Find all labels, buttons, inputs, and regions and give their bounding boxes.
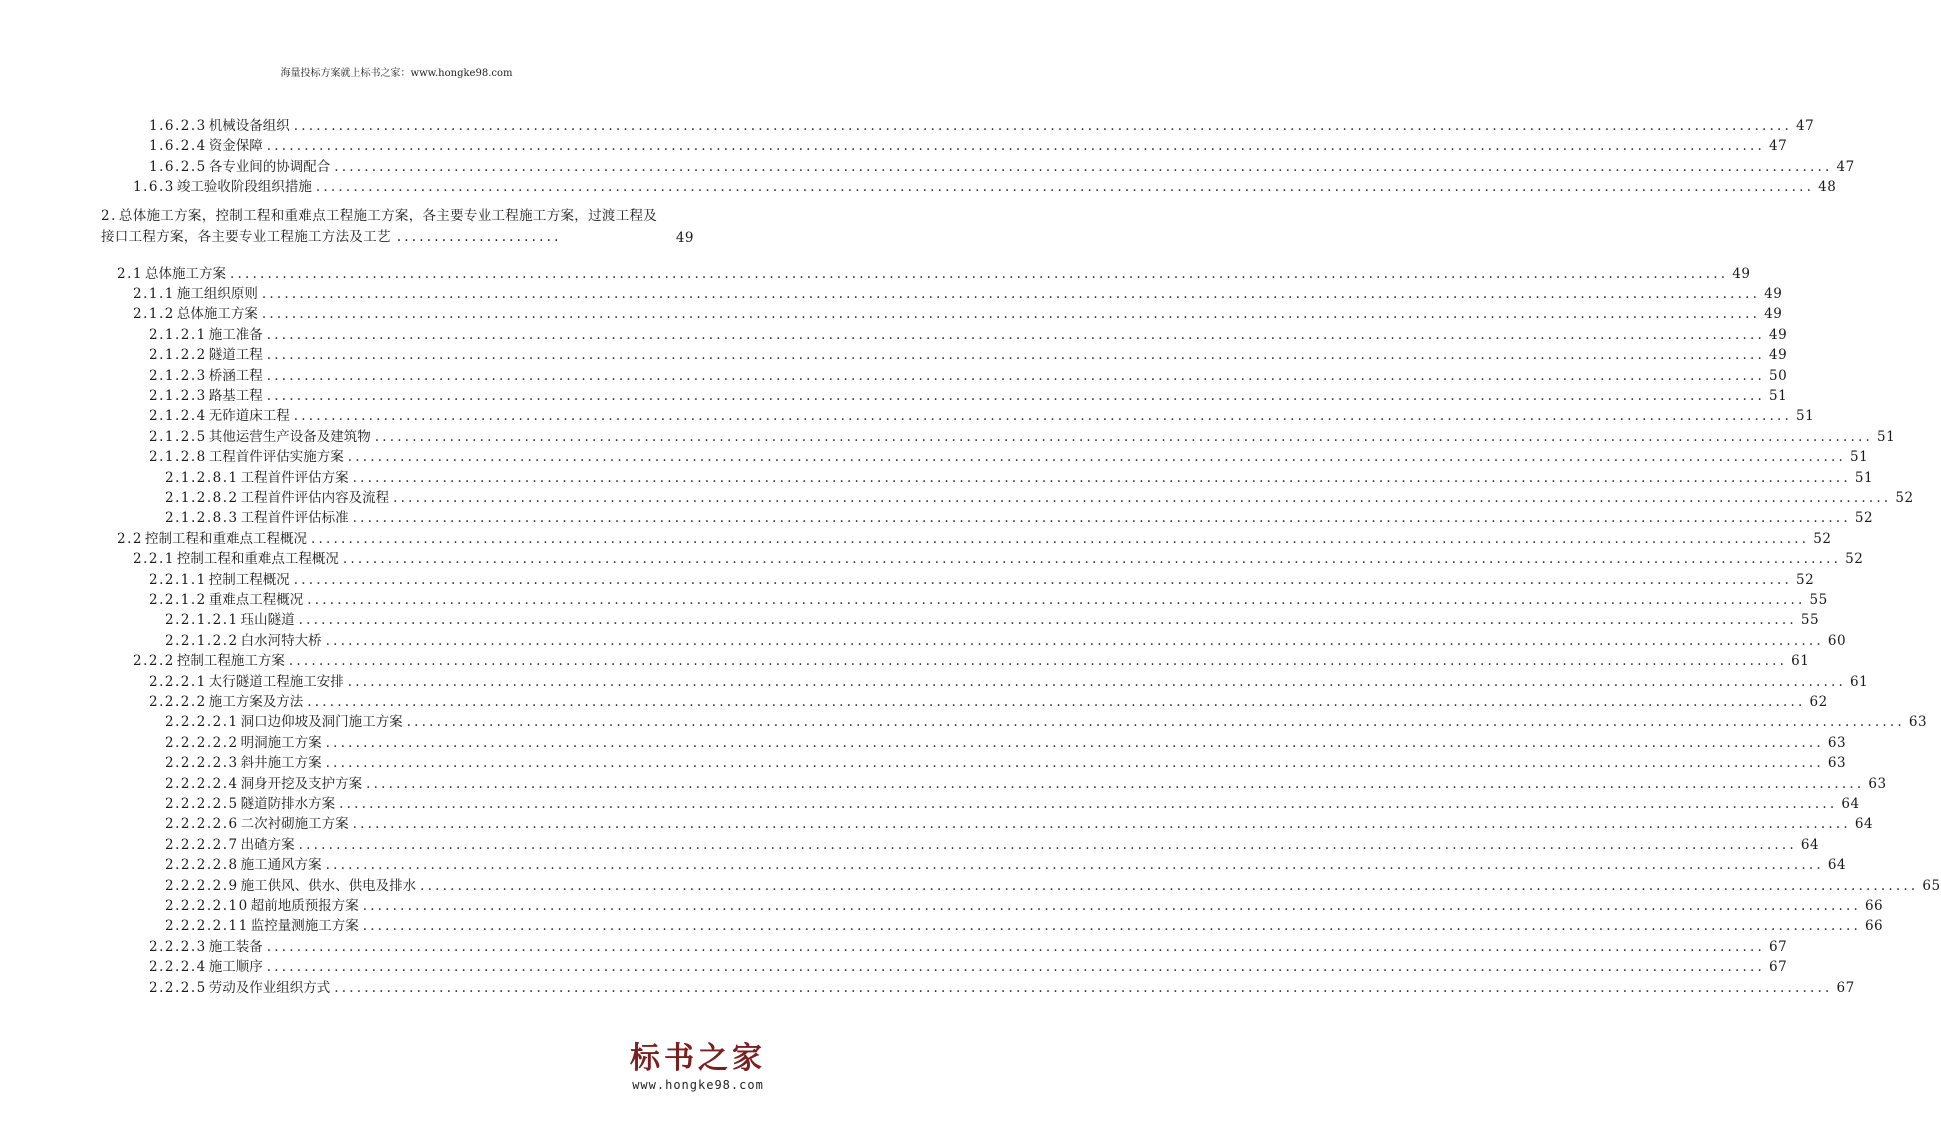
toc-entry[interactable] bbox=[165, 814, 1874, 834]
toc-number: 2.2.2.4 bbox=[149, 959, 207, 976]
toc-title: 施工通风方案 bbox=[240, 857, 322, 874]
toc-number: 2.2.2.2.5 bbox=[165, 796, 239, 812]
toc-entry[interactable] bbox=[165, 488, 1914, 508]
toc-entry[interactable] bbox=[165, 508, 1874, 528]
toc-number: 2.2.2.1 bbox=[149, 673, 207, 690]
toc-entry[interactable] bbox=[149, 406, 1815, 426]
toc-leader-dots: ........................................................................................................................................................................................................ bbox=[315, 179, 1815, 196]
toc-title: 工程首件评估内容及流程 bbox=[240, 490, 390, 506]
toc-page-number: 63 bbox=[1868, 775, 1887, 792]
toc-number: 2.1.2.2 bbox=[149, 347, 207, 364]
toc-title: 监控量测施工方案 bbox=[250, 918, 359, 935]
toc-page-number: 49 bbox=[1764, 286, 1783, 302]
toc-entry[interactable] bbox=[149, 325, 1788, 345]
toc-leader-dots: ........................................................................................................................................................................................................ bbox=[266, 388, 1765, 404]
toc-page-number: 48 bbox=[1818, 179, 1837, 196]
toc-title: 重难点工程概况 bbox=[208, 592, 304, 608]
toc-leader-dots: ........................................................................................................................................................................................................ bbox=[288, 653, 1788, 670]
toc-entry[interactable] bbox=[133, 304, 1783, 324]
toc-title: 施工供风、供水、供电及排水 bbox=[240, 877, 417, 894]
toc-page-number: 51 bbox=[1877, 428, 1896, 445]
toc-entry[interactable] bbox=[149, 672, 1869, 692]
toc-number: 2.1.2.8.3 bbox=[165, 510, 239, 527]
toc-number: 2.2.2.2.10 bbox=[165, 898, 249, 914]
toc-entry[interactable] bbox=[165, 855, 1847, 875]
toc-title: 施工顺序 bbox=[208, 959, 263, 976]
toc-leader-dots: ........................................................................................................................................................................................................ bbox=[293, 118, 1792, 134]
toc-title: 施工组织原则 bbox=[176, 286, 258, 302]
toc-page-number: 51 bbox=[1854, 469, 1874, 486]
toc-page-number: 63 bbox=[1908, 714, 1928, 731]
toc-title: 控制工程和重难点工程概况 bbox=[144, 530, 307, 547]
toc-number: 1.6.2.4 bbox=[149, 138, 207, 155]
toc-leader-dots: ........................................................................................................................................................................................................ bbox=[266, 326, 1765, 343]
toc-number: 2.2.1.1 bbox=[149, 571, 207, 588]
toc-page-number: 49 bbox=[675, 229, 694, 246]
toc-entry[interactable] bbox=[149, 386, 1788, 406]
toc-leader-dots: ........................................................................................................................................................................................................ bbox=[261, 306, 1761, 323]
toc-page-number: 62 bbox=[1809, 694, 1828, 710]
toc-entry[interactable] bbox=[133, 177, 1837, 197]
toc-leader-dots: ........................................................................................................................................................................................................ bbox=[229, 265, 1729, 282]
watermark-url: www.hongke98.com bbox=[632, 1078, 764, 1092]
toc-leader-dots: ........................................................................................................................................................................................................ bbox=[325, 755, 1824, 772]
toc-entry[interactable] bbox=[133, 651, 1810, 671]
toc-number: 2.2.1.2 bbox=[149, 592, 207, 608]
toc-title: 竣工验收阶段组织措施 bbox=[176, 179, 312, 196]
toc-number: 2.1.2.8 bbox=[149, 449, 207, 466]
toc-number: 1.6.2.3 bbox=[149, 118, 207, 134]
toc-number: 2.2.2.2.11 bbox=[165, 918, 249, 935]
toc-leader-dots: ........................................................................................................................................................................................................ bbox=[298, 612, 1797, 629]
toc-number: 2.2.2 bbox=[133, 653, 175, 670]
toc-entry[interactable] bbox=[149, 136, 1788, 156]
toc-title: 隧道工程 bbox=[208, 347, 263, 364]
toc-page-number: 51 bbox=[1769, 388, 1788, 404]
toc-page-number: 60 bbox=[1827, 632, 1847, 649]
toc-title: 明洞施工方案 bbox=[240, 734, 322, 751]
toc-title: 桥涵工程 bbox=[208, 367, 263, 384]
toc-title: 隧道防排水方案 bbox=[240, 796, 336, 812]
toc-title: 施工准备 bbox=[208, 326, 263, 343]
toc-title: 控制工程和重难点工程概况 bbox=[176, 551, 339, 568]
toc-leader-dots: ........................................................................................................................................................................................................ bbox=[339, 796, 1838, 812]
watermark-logo bbox=[623, 1042, 773, 1092]
toc-number: 2.1.2.5 bbox=[149, 428, 207, 445]
toc-entry[interactable] bbox=[165, 896, 1884, 916]
toc-leader-dots: ........................................................................................................................................................................................................ bbox=[352, 469, 1851, 486]
toc-title: 控制工程概况 bbox=[208, 571, 290, 588]
toc-number: 2.2.2.2.2 bbox=[165, 734, 239, 751]
page-header: 海量投标方案就上标书之家：www.hongke98.com bbox=[280, 68, 513, 79]
toc-leader-dots: ........................................................................................................................................................................................................ bbox=[298, 836, 1797, 853]
toc-page-number: 55 bbox=[1809, 592, 1828, 608]
toc-entry[interactable] bbox=[165, 468, 1874, 488]
toc-leader-dots: ........................................................................................................................................................................................................ bbox=[261, 286, 1761, 302]
toc-title: 路基工程 bbox=[208, 388, 263, 404]
toc-entry[interactable] bbox=[165, 876, 1941, 896]
toc-title: 资金保障 bbox=[208, 138, 263, 155]
toc-title: 无砟道床工程 bbox=[208, 408, 290, 425]
toc-number: 2.2.2.2.9 bbox=[165, 877, 239, 894]
toc-entry[interactable] bbox=[149, 427, 1896, 447]
toc-leader-dots: ........................................................................................................................................................................................................ bbox=[362, 918, 1861, 935]
toc-leader-dots: ........................................................................................................................................................................................................ bbox=[266, 138, 1765, 155]
toc-number: 2.2.1 bbox=[133, 551, 175, 568]
toc-entry[interactable] bbox=[165, 835, 1820, 855]
watermark-title: 标书之家 bbox=[630, 1041, 766, 1076]
toc-leader-dots: ........................................................................................................................................................................................................ bbox=[325, 734, 1824, 751]
toc-page-number: 64 bbox=[1800, 836, 1820, 853]
toc-entry[interactable] bbox=[149, 957, 1788, 977]
toc-title: 超前地质预报方案 bbox=[250, 898, 359, 914]
toc-title: 其他运营生产设备及建筑物 bbox=[208, 428, 371, 445]
toc-leader-dots: ........................................................................................................................................................................................................ bbox=[374, 428, 1873, 445]
toc-leader-dots: ........................................................................................................................................................................................................ bbox=[334, 979, 1833, 996]
toc-number: 2.2.2.2.3 bbox=[165, 755, 239, 772]
toc-title: 总体施工方案 bbox=[176, 306, 258, 323]
toc-title: 珏山隧道 bbox=[240, 612, 295, 629]
toc-entry[interactable] bbox=[149, 447, 1869, 467]
toc-entry[interactable] bbox=[149, 570, 1815, 590]
toc-leader-dots: ........................................................................................................................................................................................................ bbox=[266, 347, 1765, 364]
toc-title: 施工方案及方法 bbox=[208, 694, 304, 710]
toc-title: 斜井施工方案 bbox=[240, 755, 322, 772]
toc-entry[interactable] bbox=[149, 692, 1828, 712]
toc-page-number: 50 bbox=[1769, 367, 1788, 384]
toc-page-number: 61 bbox=[1850, 673, 1869, 690]
toc-entry[interactable] bbox=[101, 208, 694, 248]
toc-page-number: 49 bbox=[1732, 265, 1751, 282]
toc-number: 2.1 bbox=[117, 265, 143, 282]
toc-title: 工程首件评估实施方案 bbox=[208, 449, 344, 466]
toc-leader-dots: ........................................................................................................................................................................................................ bbox=[307, 694, 1806, 710]
toc-number: 2.2.2.3 bbox=[149, 938, 207, 955]
toc-entry[interactable] bbox=[165, 712, 1928, 732]
toc-entry[interactable] bbox=[117, 529, 1832, 549]
toc-entry[interactable] bbox=[117, 264, 1751, 284]
toc-entry[interactable] bbox=[149, 366, 1788, 386]
toc-page-number: 66 bbox=[1864, 898, 1884, 914]
toc-number: 2.1.2.3 bbox=[149, 388, 207, 404]
toc-leader-dots: ........................................................................................................................................................................................................ bbox=[334, 158, 1833, 175]
toc-number: 2.2.2.5 bbox=[149, 979, 207, 996]
toc-entry[interactable] bbox=[133, 284, 1783, 304]
toc-leader-dots: ........................................................................................................................................................................................................ bbox=[347, 449, 1846, 466]
toc-number: 2.1.2.4 bbox=[149, 408, 207, 425]
toc-page-number: 67 bbox=[1769, 938, 1788, 955]
toc-leader-dots: ...................... bbox=[396, 228, 562, 245]
toc-title: 控制工程施工方案 bbox=[176, 653, 285, 670]
toc-number: 1.6.2.5 bbox=[149, 158, 207, 175]
toc-title: 劳动及作业组织方式 bbox=[208, 979, 331, 996]
toc-entry[interactable] bbox=[149, 937, 1788, 957]
toc-entry[interactable] bbox=[165, 916, 1884, 936]
toc-number: 2.2.2.2.1 bbox=[165, 714, 239, 731]
toc-title: 二次衬砌施工方案 bbox=[240, 816, 349, 833]
toc-page-number: 65 bbox=[1922, 877, 1941, 894]
toc-title: 总体施工方案，控制工程和重难点工程施工方案，各主要专业工程施工方案，过渡工程及接口工程方案，各主要专业工程施工方法及工艺 bbox=[101, 207, 658, 245]
toc-title: 工程首件评估方案 bbox=[240, 469, 349, 486]
toc-title: 出碴方案 bbox=[240, 836, 295, 853]
toc-page-number: 52 bbox=[1845, 551, 1864, 568]
toc-entry[interactable] bbox=[149, 116, 1815, 136]
toc-entry[interactable] bbox=[165, 774, 1887, 794]
toc-page-number: 63 bbox=[1827, 734, 1847, 751]
toc-title: 机械设备组织 bbox=[208, 118, 290, 134]
toc-page-number: 49 bbox=[1769, 326, 1788, 343]
toc-number: 2. bbox=[101, 207, 117, 224]
toc-entry[interactable] bbox=[133, 549, 1864, 569]
toc-title: 总体施工方案 bbox=[144, 265, 226, 282]
toc-leader-dots: ........................................................................................................................................................................................................ bbox=[266, 938, 1765, 955]
toc-number: 2.1.1 bbox=[133, 286, 175, 302]
toc-leader-dots: ........................................................................................................................................................................................................ bbox=[352, 816, 1851, 833]
toc-page-number: 51 bbox=[1850, 449, 1869, 466]
toc-leader-dots: ........................................................................................................................................................................................................ bbox=[293, 408, 1792, 425]
toc-title: 各专业间的协调配合 bbox=[208, 158, 331, 175]
toc-leader-dots: ........................................................................................................................................................................................................ bbox=[406, 714, 1905, 731]
toc-leader-dots: ........................................................................................................................................................................................................ bbox=[310, 530, 1810, 547]
toc-leader-dots: ........................................................................................................................................................................................................ bbox=[352, 510, 1851, 527]
toc-number: 2.1.2.8.1 bbox=[165, 469, 239, 486]
toc-page-number: 52 bbox=[1854, 510, 1874, 527]
toc-entry[interactable] bbox=[149, 590, 1828, 610]
toc-entry[interactable] bbox=[165, 610, 1820, 630]
toc-page-number: 49 bbox=[1769, 347, 1788, 364]
toc-page-number: 47 bbox=[1796, 118, 1815, 134]
toc-number: 2.2.2.2.7 bbox=[165, 836, 239, 853]
toc-page-number: 67 bbox=[1836, 979, 1855, 996]
toc-leader-dots: ........................................................................................................................................................................................................ bbox=[293, 571, 1792, 588]
toc-page-number: 52 bbox=[1813, 530, 1832, 547]
toc-number: 2.2.1.2.2 bbox=[165, 632, 239, 649]
toc-leader-dots: ........................................................................................................................................................................................................ bbox=[325, 857, 1824, 874]
toc-number: 2.1.2.3 bbox=[149, 367, 207, 384]
toc-leader-dots: ........................................................................................................................................................................................................ bbox=[266, 959, 1765, 976]
toc-title: 白水河特大桥 bbox=[240, 632, 322, 649]
toc-leader-dots: ........................................................................................................................................................................................................ bbox=[266, 367, 1765, 384]
toc-title: 太行隧道工程施工安排 bbox=[208, 673, 344, 690]
toc-page-number: 64 bbox=[1827, 857, 1847, 874]
toc-entry[interactable] bbox=[149, 345, 1788, 365]
toc-title: 工程首件评估标准 bbox=[240, 510, 349, 527]
toc-page-number: 47 bbox=[1769, 138, 1788, 155]
toc-title: 洞身开挖及支护方案 bbox=[240, 775, 363, 792]
toc-number: 2.1.2.1 bbox=[149, 326, 207, 343]
toc-entry[interactable] bbox=[165, 753, 1847, 773]
toc-leader-dots: ........................................................................................................................................................................................................ bbox=[366, 775, 1865, 792]
toc-entry[interactable] bbox=[165, 631, 1847, 651]
toc-number: 2.2 bbox=[117, 530, 143, 547]
toc-page-number: 64 bbox=[1841, 796, 1860, 812]
toc-page-number: 55 bbox=[1800, 612, 1820, 629]
toc-entry[interactable] bbox=[149, 978, 1855, 998]
toc-title: 施工装备 bbox=[208, 938, 263, 955]
toc-entry[interactable] bbox=[165, 733, 1847, 753]
toc-page-number: 67 bbox=[1769, 959, 1788, 976]
toc-page-number: 66 bbox=[1864, 918, 1884, 935]
toc-page-number: 49 bbox=[1764, 306, 1783, 323]
toc-number: 1.6.3 bbox=[133, 179, 175, 196]
toc-leader-dots: ........................................................................................................................................................................................................ bbox=[420, 877, 1919, 894]
toc-page-number: 52 bbox=[1895, 490, 1914, 506]
toc-leader-dots: ........................................................................................................................................................................................................ bbox=[347, 673, 1846, 690]
toc-page-number: 61 bbox=[1791, 653, 1810, 670]
toc-number: 2.2.2.2.6 bbox=[165, 816, 239, 833]
toc-number: 2.2.2.2 bbox=[149, 694, 207, 710]
toc-leader-dots: ........................................................................................................................................................................................................ bbox=[325, 632, 1824, 649]
toc-page-number: 52 bbox=[1796, 571, 1815, 588]
toc-number: 2.2.1.2.1 bbox=[165, 612, 239, 629]
toc-number: 2.2.2.2.8 bbox=[165, 857, 239, 874]
toc-number: 2.1.2.8.2 bbox=[165, 490, 239, 506]
toc-page-number: 63 bbox=[1827, 755, 1847, 772]
toc-page-number: 51 bbox=[1796, 408, 1815, 425]
toc-number: 2.1.2 bbox=[133, 306, 175, 323]
toc-leader-dots: ........................................................................................................................................................................................................ bbox=[362, 898, 1861, 914]
toc-leader-dots: ........................................................................................................................................................................................................ bbox=[342, 551, 1842, 568]
toc-number: 2.2.2.2.4 bbox=[165, 775, 239, 792]
toc-page-number: 64 bbox=[1854, 816, 1874, 833]
toc-entry[interactable] bbox=[149, 157, 1855, 177]
toc-title: 洞口边仰坡及洞门施工方案 bbox=[240, 714, 403, 731]
toc-page-number: 47 bbox=[1836, 158, 1855, 175]
toc-leader-dots: ........................................................................................................................................................................................................ bbox=[393, 490, 1892, 506]
toc-leader-dots: ........................................................................................................................................................................................................ bbox=[307, 592, 1806, 608]
toc-entry[interactable] bbox=[165, 794, 1860, 814]
